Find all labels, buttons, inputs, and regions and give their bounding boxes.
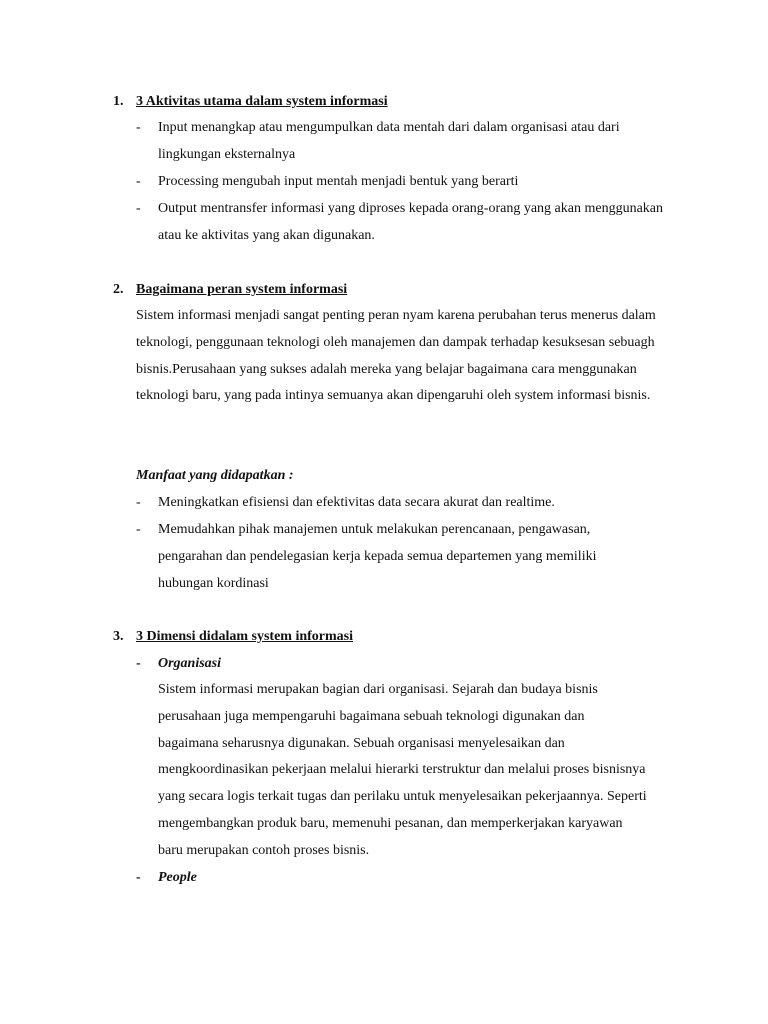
list-dash: - (136, 522, 141, 537)
section-number: 3. (113, 629, 124, 644)
section-number: 1. (113, 94, 124, 109)
list-item-text: Output mentransfer informasi yang diproses kepada orang-orang yang akan menggunakan atau ke aktivitas yang akan digunakan. (158, 201, 664, 243)
list-item-text: Input menangkap atau mengumpulkan data mentah dari dalam organisasi atau dari lingkungan eksternalnya (158, 120, 620, 162)
list-dash: - (136, 495, 141, 510)
section-number: 2. (113, 282, 124, 297)
list-dash: - (136, 120, 141, 135)
section-heading: 3 Dimensi didalam system informasi (136, 629, 353, 644)
list-dash: - (136, 870, 141, 885)
list-dash: - (136, 201, 141, 216)
list-item-title: Organisasi (158, 656, 222, 671)
list-item-text: Memudahkan pihak manajemen untuk melakukan perencanaan, pengawasan, pengarahan dan pendelegasian kerja kepada semua departemen yang memiliki hubungan kordinasi (158, 522, 597, 591)
list-item-text: Processing mengubah input mentah menjadi bentuk yang berarti (158, 174, 519, 189)
list-dash: - (136, 174, 141, 189)
section-subheading: Manfaat yang didapatkan : (136, 468, 294, 483)
list-item-text: Meningkatkan efisiensi dan efektivitas data secara akurat dan realtime. (158, 495, 555, 510)
list-item-body: Sistem informasi merupakan bagian dari organisasi. Sejarah dan budaya bisnis perusahaan juga mempengaruhi bagaimana sebuah teknologi digunakan dan bagaimana seharusnya digunakan. Sebuah organisasi menyelesaikan dan mengkoordinasikan pekerjaan melalui hierarki terstruktur dan melalui proses bisnisnya yang secara logis terkait tugas dan perilaku untuk menyelesaikan pekerjaannya. Seperti mengembangkan produk baru, memenuhi pesanan, dan memperkerjakan karyawan baru merupakan contoh proses bisnis. (158, 682, 647, 858)
list-item-title: People (158, 870, 197, 885)
list-dash: - (136, 656, 141, 671)
section-heading: 3 Aktivitas utama dalam system informasi (136, 94, 388, 109)
section-heading: Bagaimana peran system informasi (136, 282, 348, 297)
section-paragraph: Sistem informasi menjadi sangat penting peran nyam karena perubahan terus menerus dalam teknologi, penggunaan teknologi oleh manajemen dan dampak terhadap kesuksesan sebuagh bisnis.Perusahaan yang sukses adalah mereka yang belajar bagaimana cara menggunakan teknologi baru, yang pada intinya semuanya akan dipengaruhi oleh system informasi bisnis. (136, 308, 656, 404)
